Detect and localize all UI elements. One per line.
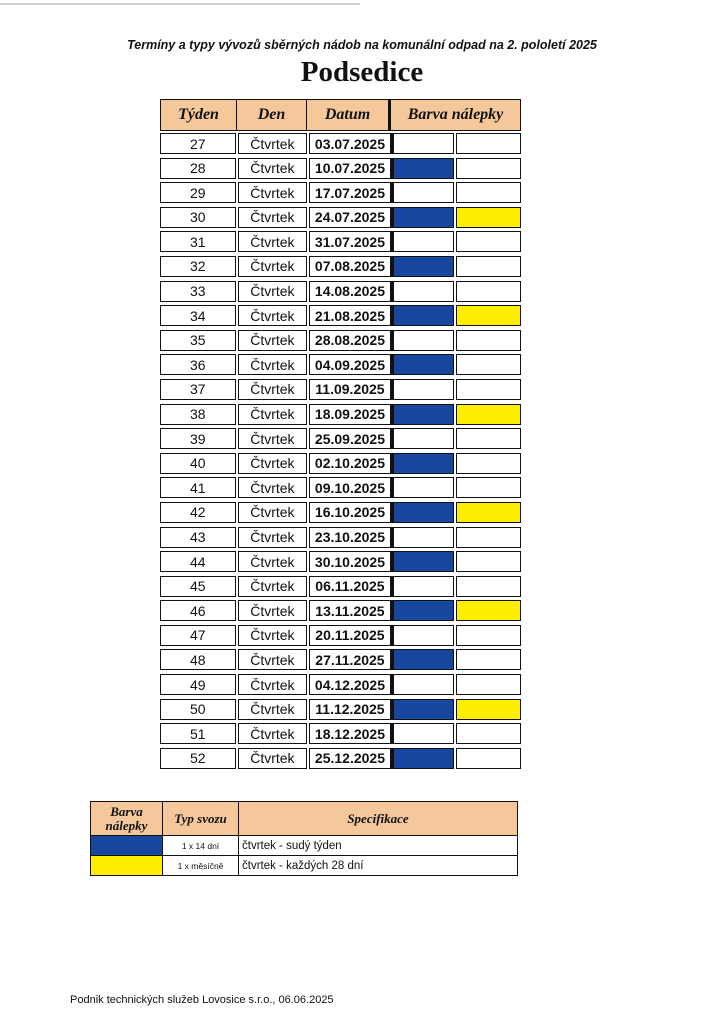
day-cell: Čtvrtek	[238, 379, 308, 400]
day-cell: Čtvrtek	[238, 256, 308, 277]
day-cell: Čtvrtek	[238, 330, 308, 351]
day-cell: Čtvrtek	[238, 305, 308, 326]
week-cell: 38	[160, 404, 236, 425]
sticker-yellow-cell	[456, 158, 521, 179]
date-cell: 18.09.2025	[309, 404, 393, 425]
date-cell: 27.11.2025	[309, 649, 393, 670]
sticker-blue-cell	[393, 182, 455, 203]
table-row	[160, 647, 521, 672]
footer-text: Podnik technických služeb Lovosice s.r.o., 06.06.2025	[70, 994, 334, 1006]
table-row	[160, 254, 521, 279]
sticker-blue-cell	[393, 330, 455, 351]
table-row	[160, 303, 521, 328]
legend-type: 1 x 14 dní	[163, 836, 239, 855]
day-cell: Čtvrtek	[238, 354, 308, 375]
table-row	[160, 328, 521, 353]
week-cell: 47	[160, 625, 236, 646]
table-row	[160, 279, 521, 304]
sticker-blue-cell	[393, 551, 455, 572]
legend-table	[90, 801, 518, 876]
date-cell: 21.08.2025	[309, 305, 393, 326]
legend-header-spec: Specifikace	[347, 810, 409, 826]
table-row	[160, 721, 521, 746]
table-row	[160, 574, 521, 599]
sticker-blue-cell	[393, 379, 455, 400]
sticker-yellow-cell	[456, 428, 521, 449]
week-cell: 32	[160, 256, 236, 277]
sticker-blue-cell	[393, 231, 455, 252]
date-cell: 11.12.2025	[309, 699, 393, 720]
week-cell: 44	[160, 551, 236, 572]
sticker-blue-cell	[393, 404, 455, 425]
sticker-blue-cell	[393, 256, 455, 277]
date-cell: 09.10.2025	[309, 477, 393, 498]
date-cell: 23.10.2025	[309, 527, 393, 548]
schedule-table	[160, 99, 521, 770]
sticker-yellow-cell	[456, 477, 521, 498]
sticker-blue-cell	[393, 133, 455, 154]
date-cell: 06.11.2025	[309, 576, 393, 597]
week-cell: 40	[160, 453, 236, 474]
sticker-yellow-cell	[456, 404, 521, 425]
table-row	[160, 156, 521, 181]
date-cell: 16.10.2025	[309, 502, 393, 523]
day-cell: Čtvrtek	[238, 625, 308, 646]
sticker-blue-cell	[393, 527, 455, 548]
legend-type: 1 x měsíčně	[163, 856, 239, 875]
sticker-yellow-cell	[456, 576, 521, 597]
legend-color-swatch	[91, 856, 163, 875]
week-cell: 29	[160, 182, 236, 203]
week-cell: 49	[160, 674, 236, 695]
table-row	[160, 549, 521, 574]
date-cell: 11.09.2025	[309, 379, 393, 400]
day-cell: Čtvrtek	[238, 477, 308, 498]
sticker-yellow-cell	[456, 502, 521, 523]
column-header-sticker-color: Barva nálepky	[407, 106, 504, 123]
sticker-yellow-cell	[456, 281, 521, 302]
week-cell: 41	[160, 477, 236, 498]
sticker-blue-cell	[393, 453, 455, 474]
day-cell: Čtvrtek	[238, 748, 308, 769]
date-cell: 07.08.2025	[309, 256, 393, 277]
sticker-blue-cell	[393, 502, 455, 523]
day-cell: Čtvrtek	[238, 502, 308, 523]
sticker-blue-cell	[393, 281, 455, 302]
sticker-yellow-cell	[456, 354, 521, 375]
sticker-yellow-cell	[456, 551, 521, 572]
sticker-yellow-cell	[456, 600, 521, 621]
day-cell: Čtvrtek	[238, 576, 308, 597]
day-cell: Čtvrtek	[238, 158, 308, 179]
day-cell: Čtvrtek	[238, 551, 308, 572]
week-cell: 42	[160, 502, 236, 523]
sticker-yellow-cell	[456, 256, 521, 277]
sticker-blue-cell	[393, 674, 455, 695]
sticker-blue-cell	[393, 354, 455, 375]
table-row	[160, 475, 521, 500]
week-cell: 33	[160, 281, 236, 302]
sticker-yellow-cell	[456, 748, 521, 769]
table-row	[160, 697, 521, 722]
legend-spec: čtvrtek - každých 28 dní	[242, 859, 364, 872]
day-cell: Čtvrtek	[238, 133, 308, 154]
table-row	[160, 672, 521, 697]
sticker-yellow-cell	[456, 699, 521, 720]
table-row	[160, 426, 521, 451]
sticker-yellow-cell	[456, 625, 521, 646]
sticker-blue-cell	[393, 748, 455, 769]
day-cell: Čtvrtek	[238, 281, 308, 302]
week-cell: 30	[160, 207, 236, 228]
day-cell: Čtvrtek	[238, 649, 308, 670]
column-header-day: Den	[237, 100, 307, 130]
day-cell: Čtvrtek	[238, 182, 308, 203]
date-cell: 03.07.2025	[309, 133, 393, 154]
legend-row	[90, 836, 518, 856]
week-cell: 48	[160, 649, 236, 670]
legend-header-row	[90, 801, 518, 836]
legend-header-type: Typ svozu	[163, 802, 239, 835]
sticker-yellow-cell	[456, 305, 521, 326]
date-cell: 04.12.2025	[309, 674, 393, 695]
legend-row	[90, 856, 518, 876]
date-cell: 20.11.2025	[309, 625, 393, 646]
table-row	[160, 623, 521, 648]
week-cell: 36	[160, 354, 236, 375]
week-cell: 46	[160, 600, 236, 621]
table-row	[160, 525, 521, 550]
day-cell: Čtvrtek	[238, 207, 308, 228]
table-row	[160, 205, 521, 230]
date-cell: 25.12.2025	[309, 748, 393, 769]
legend-header-color: Barva nálepky	[91, 802, 163, 835]
week-cell: 52	[160, 748, 236, 769]
sticker-blue-cell	[393, 699, 455, 720]
table-row	[160, 746, 521, 771]
week-cell: 43	[160, 527, 236, 548]
sticker-yellow-cell	[456, 649, 521, 670]
date-cell: 30.10.2025	[309, 551, 393, 572]
week-cell: 39	[160, 428, 236, 449]
document-heading: Termíny a typy vývozů sběrných nádob na komunální odpad na 2. pololetí 2025	[127, 38, 597, 52]
date-cell: 02.10.2025	[309, 453, 393, 474]
sticker-yellow-cell	[456, 379, 521, 400]
date-cell: 17.07.2025	[309, 182, 393, 203]
schedule-body	[160, 131, 521, 770]
sticker-blue-cell	[393, 576, 455, 597]
date-cell: 31.07.2025	[309, 231, 393, 252]
sticker-blue-cell	[393, 428, 455, 449]
table-row	[160, 229, 521, 254]
schedule-header-row	[160, 99, 521, 131]
table-row	[160, 131, 521, 156]
sticker-blue-cell	[393, 158, 455, 179]
week-cell: 50	[160, 699, 236, 720]
table-row	[160, 377, 521, 402]
sticker-yellow-cell	[456, 207, 521, 228]
table-row	[160, 180, 521, 205]
sticker-blue-cell	[393, 305, 455, 326]
sticker-yellow-cell	[456, 674, 521, 695]
day-cell: Čtvrtek	[238, 453, 308, 474]
legend-spec: čtvrtek - sudý týden	[242, 839, 342, 852]
table-row	[160, 402, 521, 427]
sticker-blue-cell	[393, 649, 455, 670]
page-title: Podsedice	[300, 56, 424, 88]
table-row	[160, 451, 521, 476]
sticker-yellow-cell	[456, 453, 521, 474]
date-cell: 24.07.2025	[309, 207, 393, 228]
sticker-blue-cell	[393, 625, 455, 646]
table-row	[160, 352, 521, 377]
sticker-yellow-cell	[456, 527, 521, 548]
day-cell: Čtvrtek	[238, 600, 308, 621]
sticker-yellow-cell	[456, 231, 521, 252]
week-cell: 27	[160, 133, 236, 154]
week-cell: 28	[160, 158, 236, 179]
sticker-yellow-cell	[456, 723, 521, 744]
date-cell: 14.08.2025	[309, 281, 393, 302]
sticker-blue-cell	[393, 600, 455, 621]
day-cell: Čtvrtek	[238, 723, 308, 744]
week-cell: 45	[160, 576, 236, 597]
date-cell: 18.12.2025	[309, 723, 393, 744]
day-cell: Čtvrtek	[238, 527, 308, 548]
day-cell: Čtvrtek	[238, 699, 308, 720]
scan-edge-line	[0, 3, 360, 5]
table-row	[160, 500, 521, 525]
week-cell: 31	[160, 231, 236, 252]
sticker-blue-cell	[393, 723, 455, 744]
table-row	[160, 598, 521, 623]
column-header-date: Datum	[307, 100, 391, 130]
date-cell: 25.09.2025	[309, 428, 393, 449]
week-cell: 34	[160, 305, 236, 326]
day-cell: Čtvrtek	[238, 231, 308, 252]
date-cell: 04.09.2025	[309, 354, 393, 375]
column-header-week: Týden	[161, 100, 237, 130]
sticker-yellow-cell	[456, 133, 521, 154]
sticker-blue-cell	[393, 477, 455, 498]
day-cell: Čtvrtek	[238, 428, 308, 449]
legend-color-swatch	[91, 836, 163, 855]
day-cell: Čtvrtek	[238, 674, 308, 695]
sticker-yellow-cell	[456, 330, 521, 351]
date-cell: 28.08.2025	[309, 330, 393, 351]
date-cell: 10.07.2025	[309, 158, 393, 179]
day-cell: Čtvrtek	[238, 404, 308, 425]
week-cell: 51	[160, 723, 236, 744]
sticker-blue-cell	[393, 207, 455, 228]
date-cell: 13.11.2025	[309, 600, 393, 621]
sticker-yellow-cell	[456, 182, 521, 203]
week-cell: 37	[160, 379, 236, 400]
week-cell: 35	[160, 330, 236, 351]
